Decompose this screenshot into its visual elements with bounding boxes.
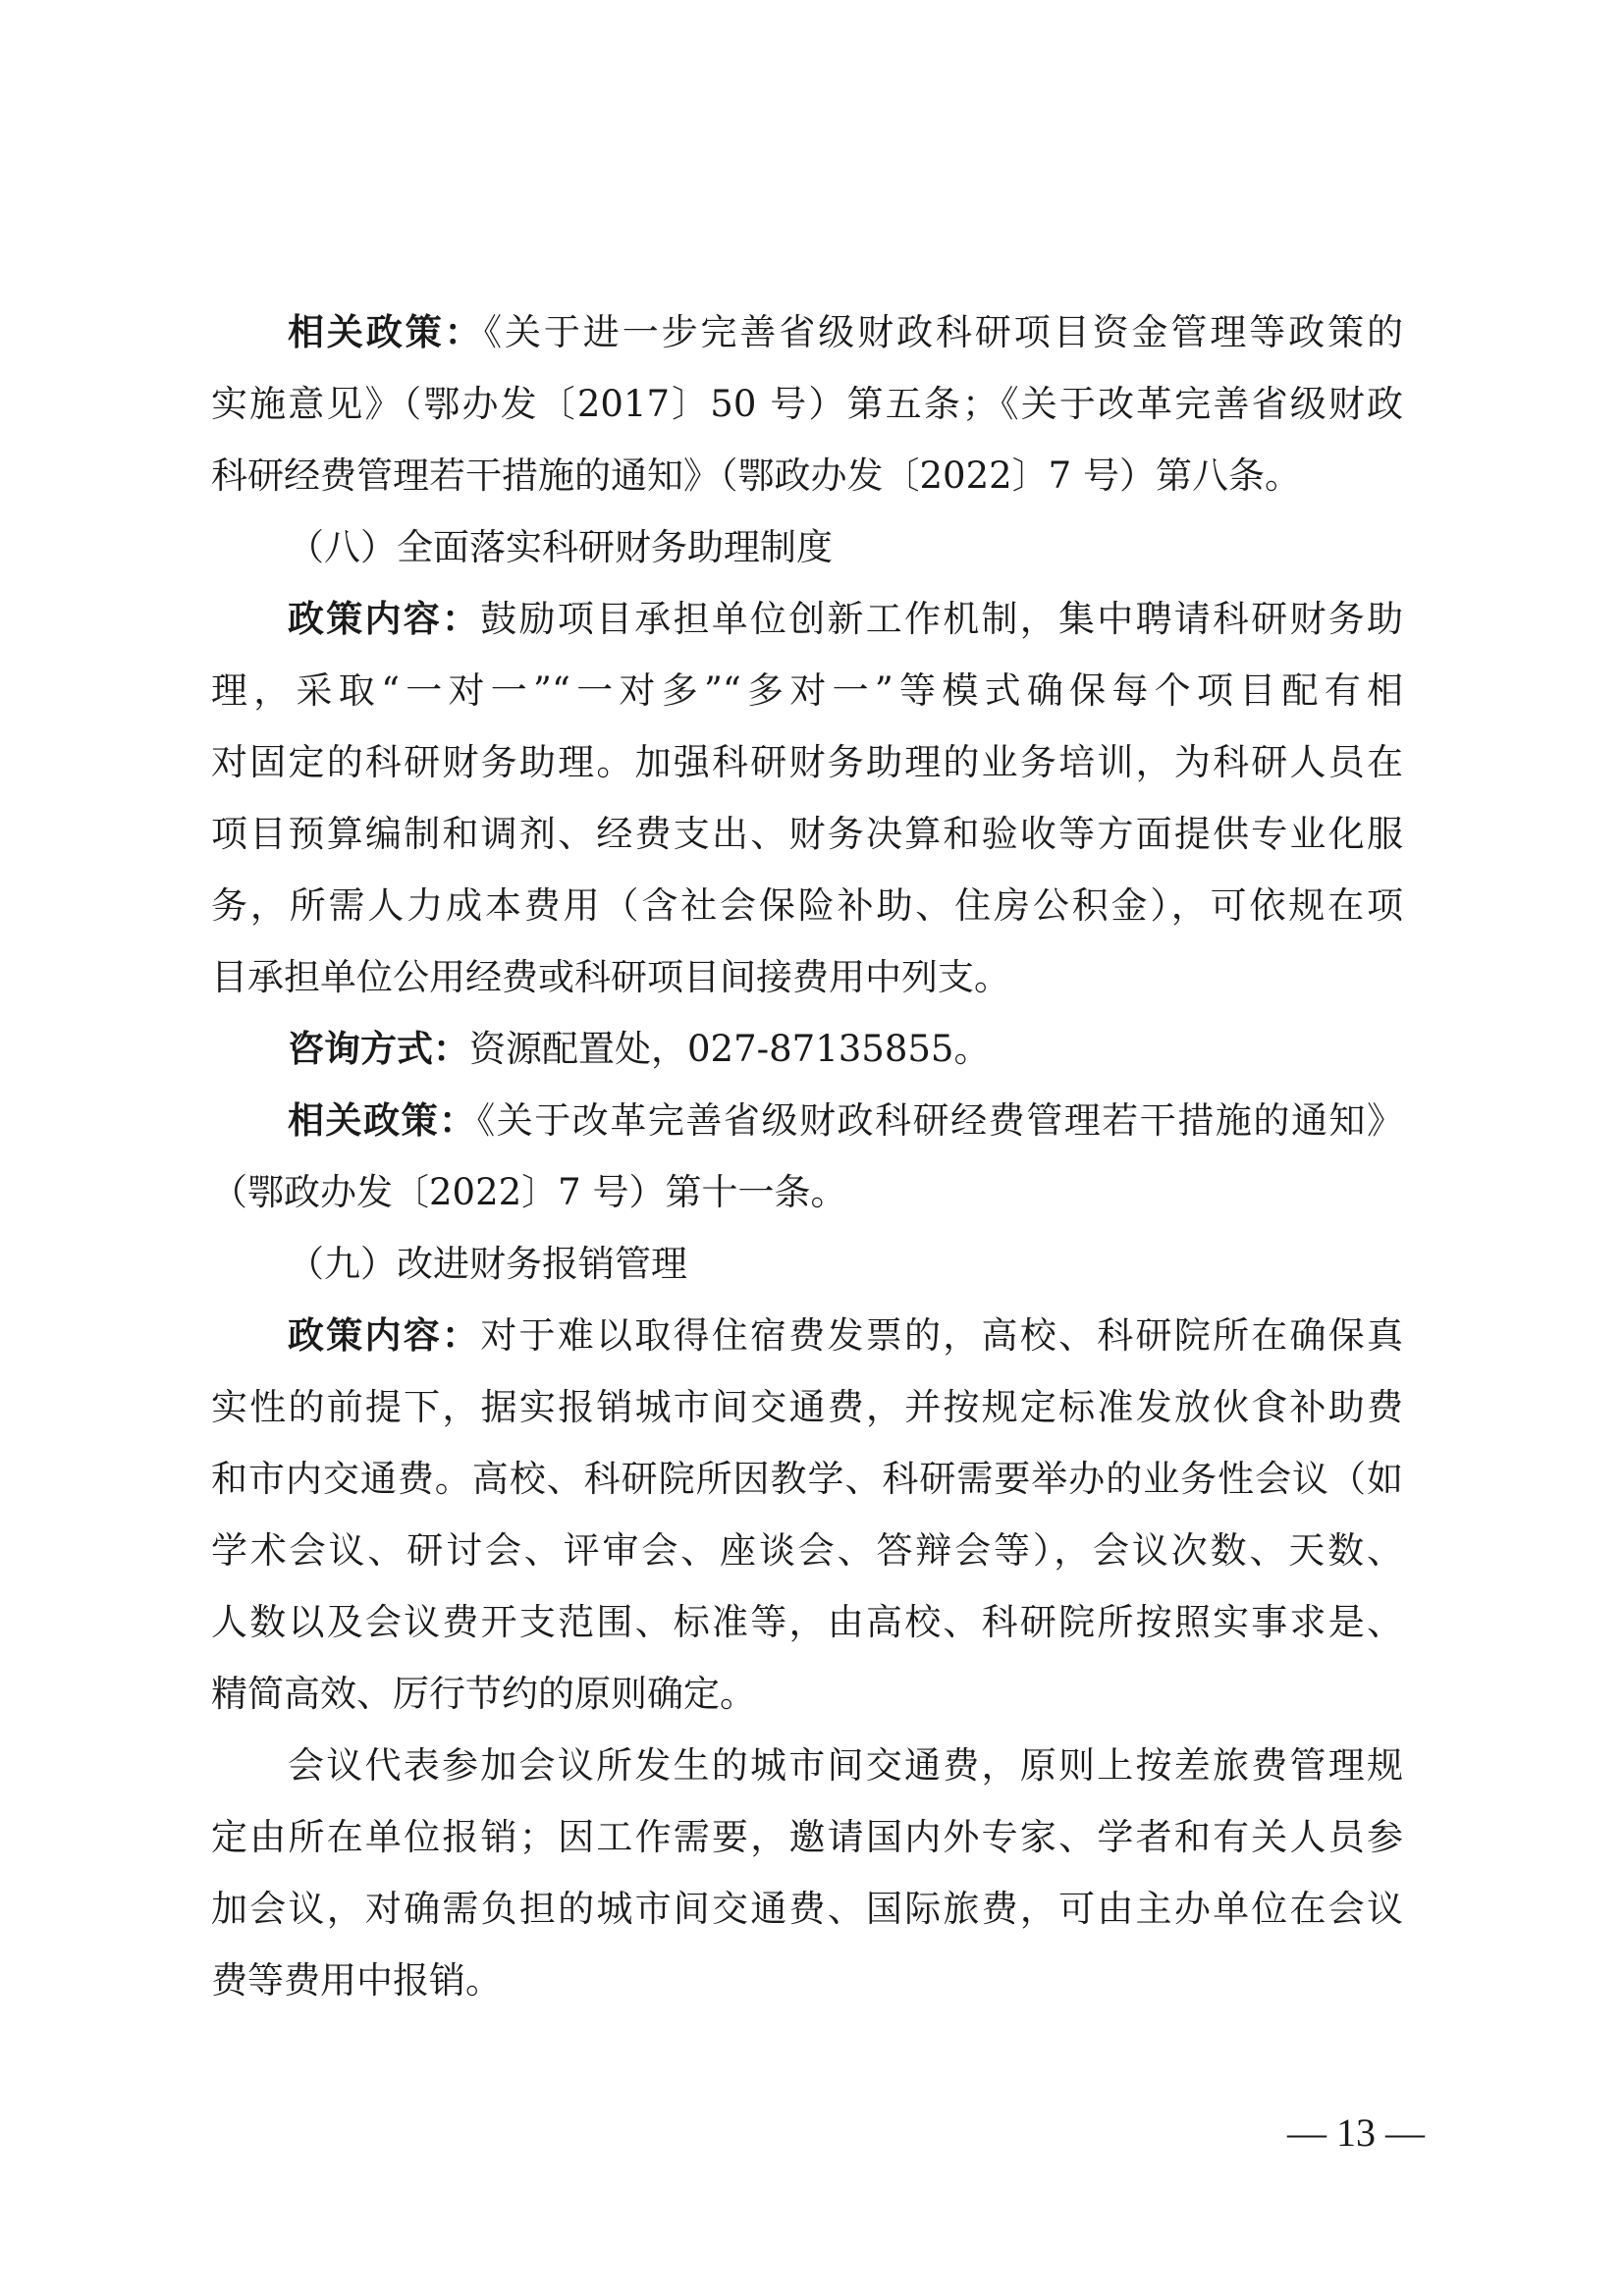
policy-content-label: 政策内容： xyxy=(288,1313,481,1357)
line-text: 资源配置处，027-87135855。 xyxy=(469,1028,991,1070)
text-line xyxy=(211,583,1403,655)
contact-method-paragraph xyxy=(211,1013,1403,1085)
page-number: — 13 — xyxy=(1287,2110,1425,2155)
line-text: 对于难以取得住宿费发票的，高校、科研院所在确保真 xyxy=(480,1314,1403,1357)
text-line: 费等费用中报销。 xyxy=(211,1959,502,2002)
section-heading-text: （八）全面落实科研财务助理制度 xyxy=(288,526,833,568)
text-line: 对固定的科研财务助理。加强科研财务助理的业务培训，为科研人员在 xyxy=(211,741,1403,783)
line-text: 鼓励项目承担单位创新工作机制，集中聘请科研财务助 xyxy=(480,598,1403,640)
text-line: 加会议，对确需负担的城市间交通费、国际旅费，可由主办单位在会议 xyxy=(211,1888,1403,1930)
section-heading-text: （九）改进财务报销管理 xyxy=(288,1243,687,1285)
text-line xyxy=(211,1300,1403,1371)
text-line: 和市内交通费。高校、科研院所因教学、科研需要举办的业务性会议（如 xyxy=(211,1458,1403,1500)
policy-content-paragraph xyxy=(211,1300,1403,1730)
text-line: 科研经费管理若干措施的通知》（鄂政办发〔2022〕7 号）第八条。 xyxy=(211,454,1301,497)
policy-content-label: 政策内容： xyxy=(288,597,481,640)
text-line: 实施意见》（鄂办发〔2017〕50 号）第五条；《关于改革完善省级财政 xyxy=(211,383,1403,425)
text-line: 务，所需人力成本费用（含社会保险补助、住房公积金），可依规在项 xyxy=(211,884,1403,927)
text-line: 目承担单位公用经费或科研项目间接费用中列支。 xyxy=(211,956,1010,998)
text-line: 定由所在单位报销；因工作需要，邀请国内外专家、学者和有关人员参 xyxy=(211,1816,1403,1858)
text-line xyxy=(211,1013,1403,1085)
text-line xyxy=(211,296,1403,368)
text-line: 精简高效、厉行节约的原则确定。 xyxy=(211,1673,756,1715)
body-paragraph xyxy=(211,1730,1403,2016)
related-policy-paragraph xyxy=(211,296,1403,511)
text-line: （鄂政办发〔2022〕7 号）第十一条。 xyxy=(211,1171,847,1213)
text-line: 实性的前提下，据实报销城市间交通费，并按规定标准发放伙食补助费 xyxy=(211,1386,1403,1428)
related-policy-paragraph xyxy=(211,1085,1403,1228)
related-policy-label: 相关政策： xyxy=(288,310,484,353)
section-heading-8 xyxy=(211,511,1403,583)
contact-method-label: 咨询方式： xyxy=(288,1027,469,1070)
text-line: 项目预算编制和调剂、经费支出、财务决算和验收等方面提供专业化服 xyxy=(211,813,1403,855)
line-text: 《关于改革完善省级财政科研经费管理若干措施的通知》 xyxy=(476,1099,1404,1142)
text-line: 会议代表参加会议所发生的城市间交通费，原则上按差旅费管理规 xyxy=(288,1744,1403,1787)
text-line: 理，采取“一对一”“一对多”“多对一”等模式确保每个项目配有相 xyxy=(211,669,1403,712)
text-line xyxy=(211,1085,1403,1156)
policy-content-paragraph xyxy=(211,583,1403,1013)
section-heading-9 xyxy=(211,1228,1403,1300)
line-text: 《关于进一步完善省级财政科研项目资金管理等政策的 xyxy=(483,311,1404,353)
related-policy-label: 相关政策： xyxy=(288,1098,477,1142)
document-body xyxy=(211,296,1403,2016)
text-line: 人数以及会议费开支范围、标准等，由高校、科研院所按照实事求是、 xyxy=(211,1601,1403,1643)
text-line: 学术会议、研讨会、评审会、座谈会、答辩会等），会议次数、天数、 xyxy=(211,1529,1403,1572)
